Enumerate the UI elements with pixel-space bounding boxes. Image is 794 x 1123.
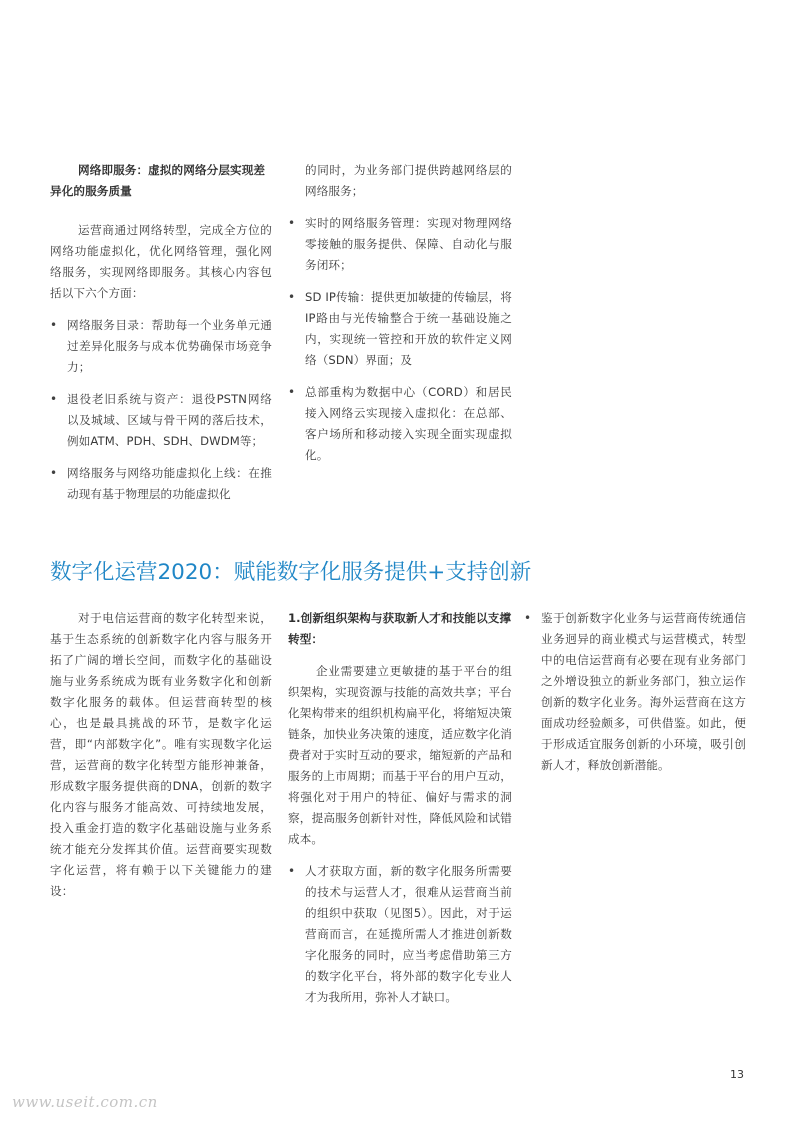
continuation-text: 的同时，为业务部门提供跨越网络层的网络服务； (305, 163, 512, 198)
intro-paragraph: 运营商通过网络转型，完成全方位的网络功能虚拟化，优化网络管理，强化网络服务，实现网络即服务。其核心内容包括以下六个方面： (50, 223, 272, 300)
section-title: 数字化运营2020：赋能数字化服务提供+支持创新 (50, 560, 532, 585)
bullet-list (50, 315, 272, 505)
list-item: • 退役老旧系统与资产：退役PSTN网络以及城域、区域与骨干网的落后技术，例如ATM、PDH、SDH、DWDM等； (50, 389, 272, 452)
bullet-list (524, 608, 746, 776)
list-item: • 网络服务与网络功能虚拟化上线：在推动现有基于物理层的功能虚拟化 (50, 463, 272, 505)
watermark: www.useit.com.cn (12, 1093, 158, 1111)
numbered-heading: 1.创新组织架构与获取新人才和技能以支撑转型： (288, 611, 512, 646)
list-item: • 实时的网络服务管理：实现对物理网络零接触的服务提供、保障、自动化与服务闭环； (288, 213, 512, 276)
list-item: • 网络服务目录：帮助每一个业务单元通过差异化服务与成本优势确保市场竞争力； (50, 315, 272, 378)
bottom-column-1 (50, 608, 272, 902)
list-item: • 人才获取方面，新的数字化服务所需要的技术与运营人才，很难从运营商当前的组织中获取（见图5）。因此，对于运营商而言，在延揽所需人才推进创新数字化服务的同时，应当考虑借助第三方的数字化平台，将外部的数字化专业人才为我所用，弥补人才缺口。 (288, 861, 512, 1008)
bullet-list (288, 861, 512, 1008)
list-item: • SD IP传输：提供更加敏捷的传输层，将IP路由与光传输整合于统一基础设施之内，实现统一管控和开放的软件定义网络（SDN）界面；及 (288, 287, 512, 371)
list-item: • 鉴于创新数字化业务与运营商传统通信业务迥异的商业模式与运营模式，转型中的电信运营商有必要在现有业务部门之外增设独立的新业务部门，独立运作创新的数字化业务。海外运营商在这方面成功经验颇多，可供借鉴。如此，便于形成适宜服务创新的小环境，吸引创新人才，释放创新潜能。 (524, 608, 746, 776)
body-paragraph: 企业需要建立更敏捷的基于平台的组织架构，实现资源与技能的高效共享；平台化架构带来的组织机构扁平化，将缩短决策链条，加快业务决策的速度，适应数字化消费者对于实时互动的要求，缩短新的产品和服务的上市周期；而基于平台的用户互动，将强化对于用户的特征、偏好与需求的洞察，提高服务创新针对性，降低风险和试错成本。 (288, 664, 512, 846)
subheading-network-as-service: 网络即服务：虚拟的网络分层实现差异化的服务质量 (50, 163, 266, 198)
bottom-column-2 (288, 608, 512, 1008)
body-paragraph: 对于电信运营商的数字化转型来说，基于生态系统的创新数字化内容与服务开拓了广阔的增长空间，而数字化的基础设施与业务系统成为既有业务数字化和创新数字化服务的载体。但运营商转型的核心，也是最具挑战的环节，是数字化运营，即“内部数字化”。唯有实现数字化运营，运营商的数字化转型方能形神兼备，形成数字服务提供商的DNA，创新的数字化内容与服务才能高效、可持续地发展，投入重金打造的数字化基础设施与业务系统才能充分发挥其价值。运营商要实现数字化运营，将有赖于以下关键能力的建设： (50, 611, 272, 898)
page-number: 13 (730, 1068, 744, 1081)
top-right-column (288, 160, 512, 466)
top-left-column (50, 160, 272, 505)
bullet-list (288, 213, 512, 466)
bottom-column-3 (524, 608, 746, 776)
list-item: • 总部重构为数据中心（CORD）和居民接入网络云实现接入虚拟化：在总部、客户场所和移动接入实现全面实现虚拟化。 (288, 382, 512, 466)
